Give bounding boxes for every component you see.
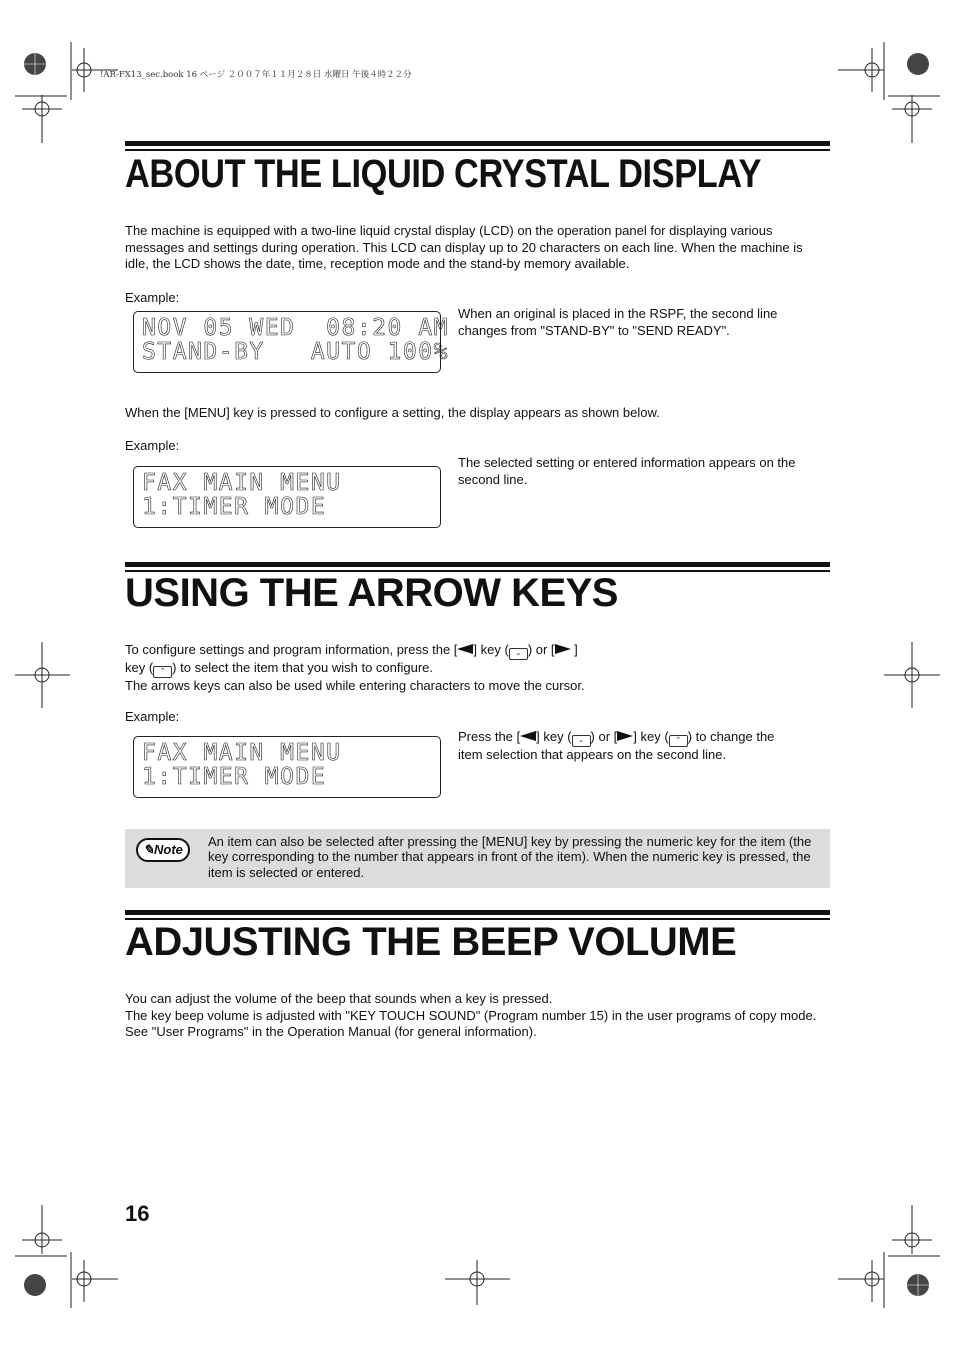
- right-arrow-key-icon: [617, 731, 633, 741]
- section-rule: [125, 149, 830, 151]
- arrow-intro: To configure settings and program information, press the [ ] key ( ⌄ ) or [ ] key ( ⌃ ) to select the item that you wish to configure. The arrows keys can also be used while entering characters to move the cursor.: [125, 642, 585, 693]
- right-arrow-key-icon: [555, 644, 571, 654]
- left-arrow-key-icon: [520, 731, 536, 741]
- section-title-beep: ADJUSTING THE BEEP VOLUME: [125, 920, 737, 964]
- example-label: Example:: [125, 438, 180, 453]
- page-number: 16: [125, 1201, 150, 1226]
- pencil-icon: ✎: [143, 842, 154, 857]
- section-rule: [125, 141, 830, 146]
- lcd-display-menu: [133, 466, 441, 528]
- note-text: An item can also be selected after pressing the [MENU] key by pressing the numeric key for the item (the key corresponding to the number that appears in front of the item). When the numeric key is pressed, the item is selected or entered.: [208, 834, 812, 880]
- lcd-display-arrow: [133, 736, 441, 798]
- up-key-icon: ⌃: [153, 666, 172, 678]
- down-key-icon: ⌄: [509, 648, 528, 660]
- lcd-display-note: When an original is placed in the RSPF, the second line changes from "STAND-BY" to "SEND READY".: [458, 306, 778, 338]
- print-header: !AR-FX13_sec.book 16 ページ ２００７年１１月２８日 水曜日 午後４時２２分: [100, 70, 412, 80]
- section-rule: [125, 910, 830, 915]
- beep-text: You can adjust the volume of the beep that sounds when a key is pressed. The key beep volume is adjusted with "KEY TOUCH SOUND" (Program number 15) in the user programs of copy mode. See "User Programs" in the Operation Manual (for general information).: [125, 991, 817, 1040]
- section-title-arrow: USING THE ARROW KEYS: [125, 571, 618, 615]
- arrow-side-note: Press the [ ] key ( ⌄ ) or [ ] key ( ⌃ ) to change the item selection that appears on the second line.: [458, 729, 775, 762]
- lcd-line-1: FAX MAIN MENU: [142, 470, 342, 496]
- menu-key-text: When the [MENU] key is pressed to configure a setting, the display appears as shown below.: [125, 405, 660, 420]
- lcd-menu-note: The selected setting or entered information appears on the second line.: [458, 455, 796, 487]
- example-label: Example:: [125, 290, 180, 305]
- lcd-intro: The machine is equipped with a two-line liquid crystal display (LCD) on the operation panel for displaying various messages and settings during operation. This LCD can display up to 20 characters on each line. When the machine is idle, the LCD shows the date, time, reception mode and the stand-by memory available.: [125, 223, 803, 272]
- lcd-line-1: NOV 05 WED 08:20 AM: [142, 315, 449, 341]
- left-arrow-key-icon: [457, 644, 473, 654]
- note-box: [125, 829, 830, 888]
- section-rule: [125, 562, 830, 567]
- section-title-lcd: ABOUT THE LIQUID CRYSTAL DISPLAY: [125, 152, 762, 196]
- up-key-icon: ⌃: [669, 735, 688, 747]
- lcd-line-1: FAX MAIN MENU: [142, 740, 342, 766]
- example-label: Example:: [125, 709, 180, 724]
- lcd-line-2: STAND-BY AUTO 100%: [142, 339, 449, 365]
- lcd-line-2: 1:TIMER MODE: [142, 764, 327, 790]
- down-key-icon: ⌄: [572, 735, 591, 747]
- lcd-line-2: 1:TIMER MODE: [142, 494, 327, 520]
- lcd-display-standby: [133, 311, 449, 373]
- note-badge: ✎Note: [136, 838, 190, 862]
